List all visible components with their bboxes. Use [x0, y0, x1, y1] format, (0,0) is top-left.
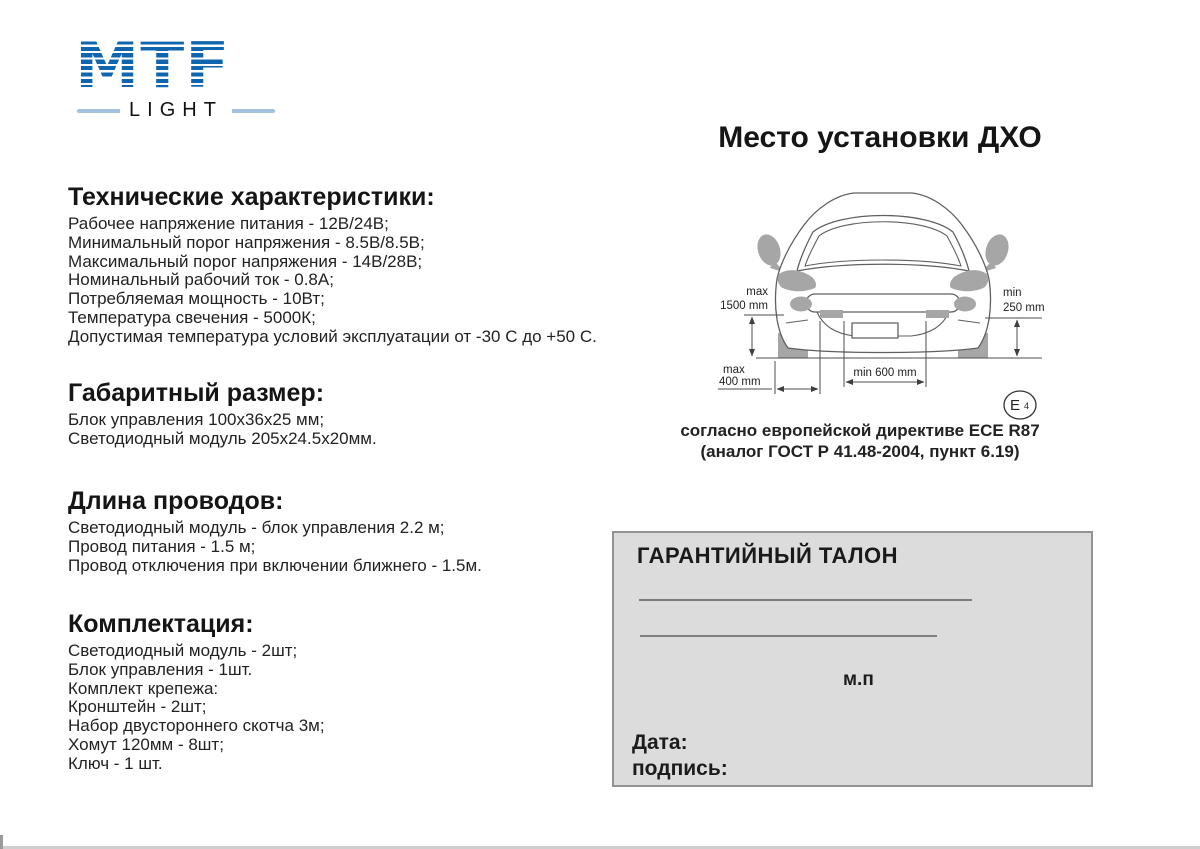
spec-item: Допустимая температура условий эксплуатации от -30 С до +50 С.	[68, 326, 597, 346]
warranty-blank-line-1	[639, 599, 972, 601]
size-list	[68, 411, 648, 449]
spec-item: Потребляемая мощность - 10Вт;	[68, 289, 325, 309]
wire-item: Светодиодный модуль - блок управления 2.2 м;	[68, 518, 445, 537]
package-item: Набор двустороннего скотча 3м;	[68, 716, 325, 736]
installation-title: Место установки ДХО	[718, 121, 1042, 154]
mtf-logo-wordmark: MTF	[75, 34, 283, 98]
spec-item: Температура свечения - 5000К;	[68, 307, 316, 327]
compliance-note	[640, 420, 1080, 462]
grille-opening	[806, 294, 960, 312]
size-heading: Габаритный размер:	[68, 379, 325, 407]
spec-item: Максимальный порог напряжения - 14В/28В;	[68, 251, 423, 271]
scan-edge-mark	[0, 835, 3, 849]
spacing-min-label: min 600 mm	[853, 367, 917, 379]
warranty-title: ГАРАНТИЙНЫЙ ТАЛОН	[637, 543, 899, 568]
package-item: Хомут 120мм - 8шт;	[68, 734, 224, 754]
left-fog-lamp	[790, 297, 812, 312]
wire-item: Провод питания - 1.5 м;	[68, 536, 256, 556]
edge-max-label: max	[723, 364, 745, 376]
warranty-card	[612, 531, 1093, 787]
package-item: Светодиодный модуль - 2шт;	[68, 641, 298, 660]
size-item: Блок управления 100x36x25 мм;	[68, 410, 325, 429]
compliance-line-1: согласно европейской директиве ECE R87	[680, 421, 1040, 440]
e4-approval-letter: E	[1009, 397, 1021, 414]
height-max-label: max	[746, 286, 768, 298]
right-drl-module	[926, 310, 949, 318]
spec-item: Минимальный порог напряжения - 8.5В/8.5В;	[68, 232, 425, 252]
package-list	[68, 642, 648, 774]
wires-list	[68, 519, 648, 575]
mtf-logo	[75, 29, 275, 122]
right-fog-lamp	[954, 297, 976, 312]
warranty-date-label: Дата:	[632, 731, 688, 754]
package-item: Блок управления - 1шт.	[68, 659, 253, 679]
specs-list	[68, 215, 648, 347]
section-size	[68, 378, 648, 449]
spec-item: Номинальный рабочий ток - 0.8А;	[68, 270, 334, 290]
package-item: Ключ - 1 шт.	[68, 753, 163, 773]
wires-heading: Длина проводов:	[68, 487, 284, 515]
package-item: Комплект крепежа:	[68, 678, 219, 698]
section-package	[68, 609, 648, 774]
warranty-signature-label: подпись:	[632, 757, 728, 780]
wire-item: Провод отключения при включении ближнего - 1.5м.	[68, 555, 482, 575]
e4-approval-number: 4	[1024, 401, 1030, 411]
size-item: Светодиодный модуль 205x24.5x20мм.	[68, 428, 377, 448]
package-heading: Комплектация:	[68, 610, 254, 638]
section-specs	[68, 182, 648, 347]
logo-swoosh-right-icon	[232, 109, 275, 113]
section-wires	[68, 486, 648, 575]
specs-heading: Технические характеристики:	[68, 183, 435, 211]
spec-item: Рабочее напряжение питания - 12В/24В;	[68, 214, 389, 233]
left-mirror	[754, 231, 785, 268]
left-drl-module	[820, 310, 843, 318]
stamp-place-label: м.п	[843, 669, 874, 690]
package-item: Кронштейн - 2шт;	[68, 697, 207, 717]
mtf-logo-subtitle-row	[77, 99, 275, 122]
height-min-value: 250 mm	[1003, 302, 1045, 314]
logo-swoosh-left-icon	[77, 109, 120, 113]
mtf-logo-subtitle: LIGHT	[129, 99, 223, 121]
height-min-label: min	[1003, 287, 1022, 299]
license-plate	[852, 323, 898, 338]
car-installation-diagram	[700, 175, 1060, 425]
edge-max-value: 400 mm	[719, 376, 761, 388]
right-mirror	[982, 231, 1013, 268]
warranty-blank-line-2	[640, 635, 937, 637]
compliance-line-2: (аналог ГОСТ Р 41.48-2004, пункт 6.19)	[700, 442, 1020, 461]
height-max-value: 1500 mm	[720, 300, 768, 312]
